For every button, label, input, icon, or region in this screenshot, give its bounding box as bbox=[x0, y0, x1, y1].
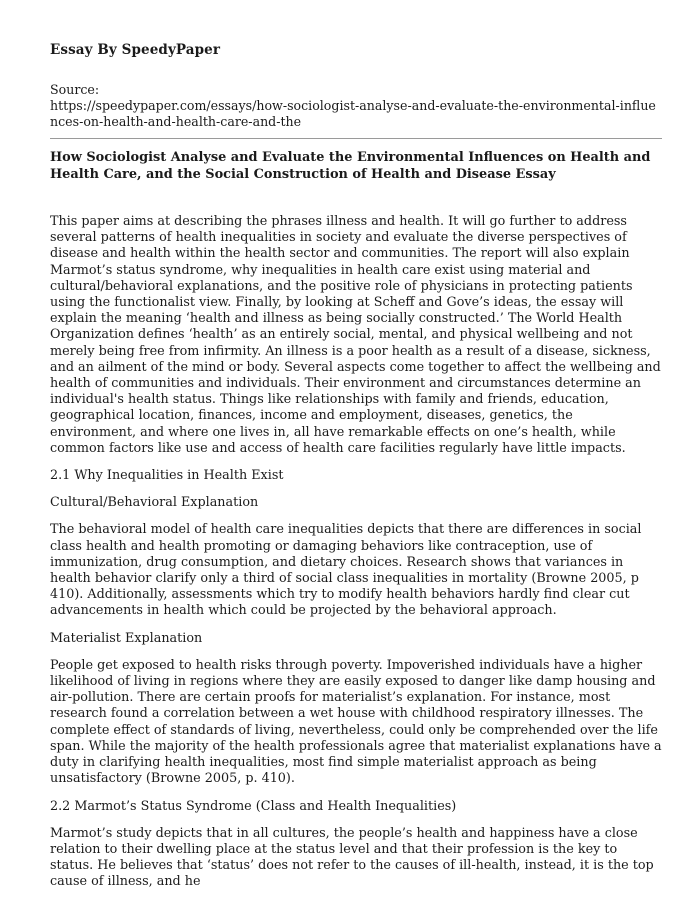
essay-body bbox=[50, 214, 662, 902]
subsection-heading-materialist: Materialist Explanation bbox=[50, 630, 203, 646]
source-url: https://speedypaper.com/essays/how-sociologist-analyse-and-evaluate-the-environmental-influences-on-health-and-health-care-and-the bbox=[50, 98, 656, 129]
materialist-paragraph: People get exposed to health risks through poverty. Impoverished individuals have a higher likelihood of living in regions where they are easily exposed to danger like damp housing and air-pollution. There are certain proofs for materialist’s explanation. For instance, most research found a correlation between a wet house with childhood respiratory illnesses. The complete effect of standards of living, nevertheless, could only be comprehended over the life span. While the majority of the health professionals agree that materialist explanations have a duty in clarifying health inequalities, most find simple materialist approach as being unsatisfactory (Browne 2005, p. 410). bbox=[50, 657, 662, 787]
subsection-heading-cultural: Cultural/Behavioral Explanation bbox=[50, 495, 259, 511]
intro-paragraph: This paper aims at describing the phrases illness and health. It will go further to address several patterns of health inequalities in society and evaluate the diverse perspectives of disease and health within the health sector and communities. The report will also explain Marmot’s status syndrome, why inequalities in health care exist using material and cultural/behavioral explanations, and the positive role of physicians in protecting patients using the functionalist view. Finally, by looking at Scheff and Gove’s ideas, the essay will explain the meaning ‘health and illness as being socially constructed.’ The World Health Organization defines ‘health’ as an entirely social, mental, and physical wellbeing and not merely being free from infirmity. An illness is a poor health as a result of a disease, sickness, and an ailment of the mind or body. Several aspects come together to affect the wellbeing and health of communities and individuals. Their environment and circumstances determine an individual's health status. Things like relationships with family and friends, education, geographical location, finances, income and employment, diseases, genetics, the environment, and where one lives in, all have remarkable effects on one’s health, while common factors like use and access of health care facilities regularly have little impacts. bbox=[50, 214, 661, 456]
section-heading-2-1: 2.1 Why Inequalities in Health Exist bbox=[50, 468, 284, 484]
section-heading-2-2: 2.2 Marmot’s Status Syndrome (Class and Health Inequalities) bbox=[50, 798, 457, 814]
marmot-paragraph: Marmot’s study depicts that in all cultures, the people’s health and happiness have a close relation to their dwelling place at the status level and that their profession is the key to status. He believes that ‘status’ does not refer to the causes of ill-health, instead, it is the top cause of illness, and he bbox=[50, 825, 654, 890]
document-header: Essay By SpeedyPaper bbox=[50, 42, 221, 58]
essay-title: How Sociologist Analyse and Evaluate the Environmental Influences on Health and Health Care, and the Social Construction of Health and Disease Essay bbox=[50, 150, 651, 182]
cultural-paragraph: The behavioral model of health care inequalities depicts that there are differences in social class health and health promoting or damaging behaviors like contraception, use of immunization, drug consumption, and dietary choices. Research shows that variances in health behavior clarify only a third of social class inequalities in mortality (Browne 2005, p 410). Additionally, assessments which try to modify health behaviors hardly find clear cut advancements in health which could be projected by the behavioral approach. bbox=[50, 522, 642, 619]
header-divider bbox=[50, 138, 662, 139]
source-label: Source: bbox=[50, 82, 100, 97]
